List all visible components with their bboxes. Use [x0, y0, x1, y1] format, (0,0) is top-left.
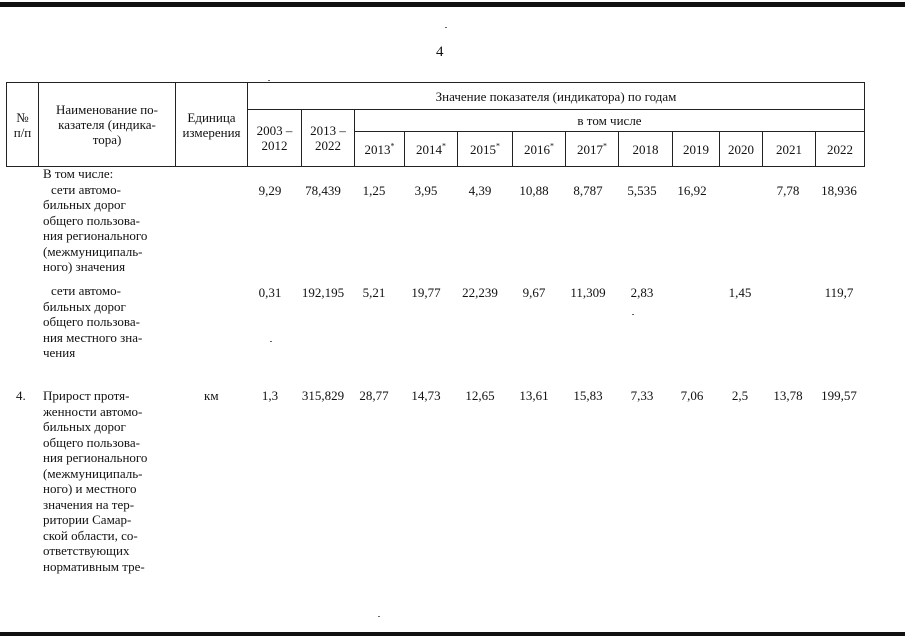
value-cell: 28,77 — [359, 388, 389, 403]
value-cell: 2,5 — [731, 388, 749, 403]
header-period-2: 2013 – 2022 — [302, 110, 355, 167]
value-cell: 1,25 — [362, 183, 386, 198]
header-subgroup-title: в том числе — [355, 110, 865, 132]
table-header — [6, 82, 865, 167]
value-cell: 3,95 — [414, 183, 438, 198]
page-number: 4 — [436, 44, 444, 60]
header-year-2018: 2018 — [619, 132, 673, 167]
header-cell-number: № п/п — [7, 83, 39, 167]
value-cell: 13,78 — [773, 388, 803, 403]
row-name: сети автомо- бильных дорог общего пользова- ния местного зна- чения — [43, 283, 143, 360]
value-cell: 14,73 — [411, 388, 441, 403]
value-cell: 119,7 — [824, 285, 854, 300]
value-cell: 12,65 — [465, 388, 495, 403]
header-year-2020: 2020 — [720, 132, 763, 167]
value-cell: 1,3 — [261, 388, 279, 403]
header-cell-name: Наименование по- казателя (индика- тора) — [39, 83, 176, 167]
value-cell: 5,535 — [627, 183, 657, 198]
header-period-1: 2003 – 2012 — [248, 110, 302, 167]
row-name: В том числе: сети автомо- бильных дорог общего пользова- ния регионального (межмуниципаль- ного) значения — [43, 166, 148, 274]
scan-speck — [445, 27, 447, 28]
value-cell: 11,309 — [570, 285, 606, 300]
row-name: Прирост протя- женности автомо- бильных дорог общего пользова- ния регионального (межмуниципаль- ного) и местного значения на тер- ритории Самар- ской области, со- ответствующих нормативным тре- — [43, 388, 148, 574]
value-cell: 16,92 — [677, 183, 707, 198]
value-cell: 10,88 — [519, 183, 549, 198]
value-cell: 192,195 — [301, 285, 345, 300]
header-year-2014: 2014* — [405, 132, 458, 167]
header-year-2022: 2022 — [816, 132, 865, 167]
value-cell: 18,936 — [821, 183, 857, 198]
value-cell: 7,33 — [630, 388, 654, 403]
row-number: 4. — [16, 388, 26, 403]
value-cell: 22,239 — [462, 285, 498, 300]
value-cell: 9,29 — [258, 183, 282, 198]
value-cell: 13,61 — [519, 388, 549, 403]
bottom-border-rule — [0, 632, 905, 636]
header-year-2013: 2013* — [355, 132, 405, 167]
value-cell: 9,67 — [522, 285, 546, 300]
table-body — [6, 166, 876, 626]
value-cell: 8,787 — [573, 183, 603, 198]
header-year-2016: 2016* — [513, 132, 566, 167]
value-cell: 4,39 — [468, 183, 492, 198]
header-year-2019: 2019 — [673, 132, 720, 167]
header-year-2015: 2015* — [458, 132, 513, 167]
value-cell: 7,06 — [680, 388, 704, 403]
value-cell: 199,57 — [821, 388, 857, 403]
value-cell: 78,439 — [305, 183, 341, 198]
header-group-title: Значение показателя (индикатора) по годам — [248, 83, 865, 110]
value-cell: 5,21 — [362, 285, 386, 300]
value-cell: 1,45 — [728, 285, 752, 300]
value-cell: 2,83 — [630, 285, 654, 300]
top-border-rule — [0, 2, 905, 7]
header-cell-unit: Единица измерения — [176, 83, 248, 167]
row-unit: км — [204, 388, 219, 403]
header-year-2021: 2021 — [763, 132, 816, 167]
scan-speck — [268, 80, 270, 81]
header-year-2017: 2017* — [566, 132, 619, 167]
value-cell: 15,83 — [573, 388, 603, 403]
value-cell: 19,77 — [411, 285, 441, 300]
value-cell: 0,31 — [258, 285, 282, 300]
value-cell: 315,829 — [301, 388, 345, 403]
value-cell: 7,78 — [776, 183, 800, 198]
